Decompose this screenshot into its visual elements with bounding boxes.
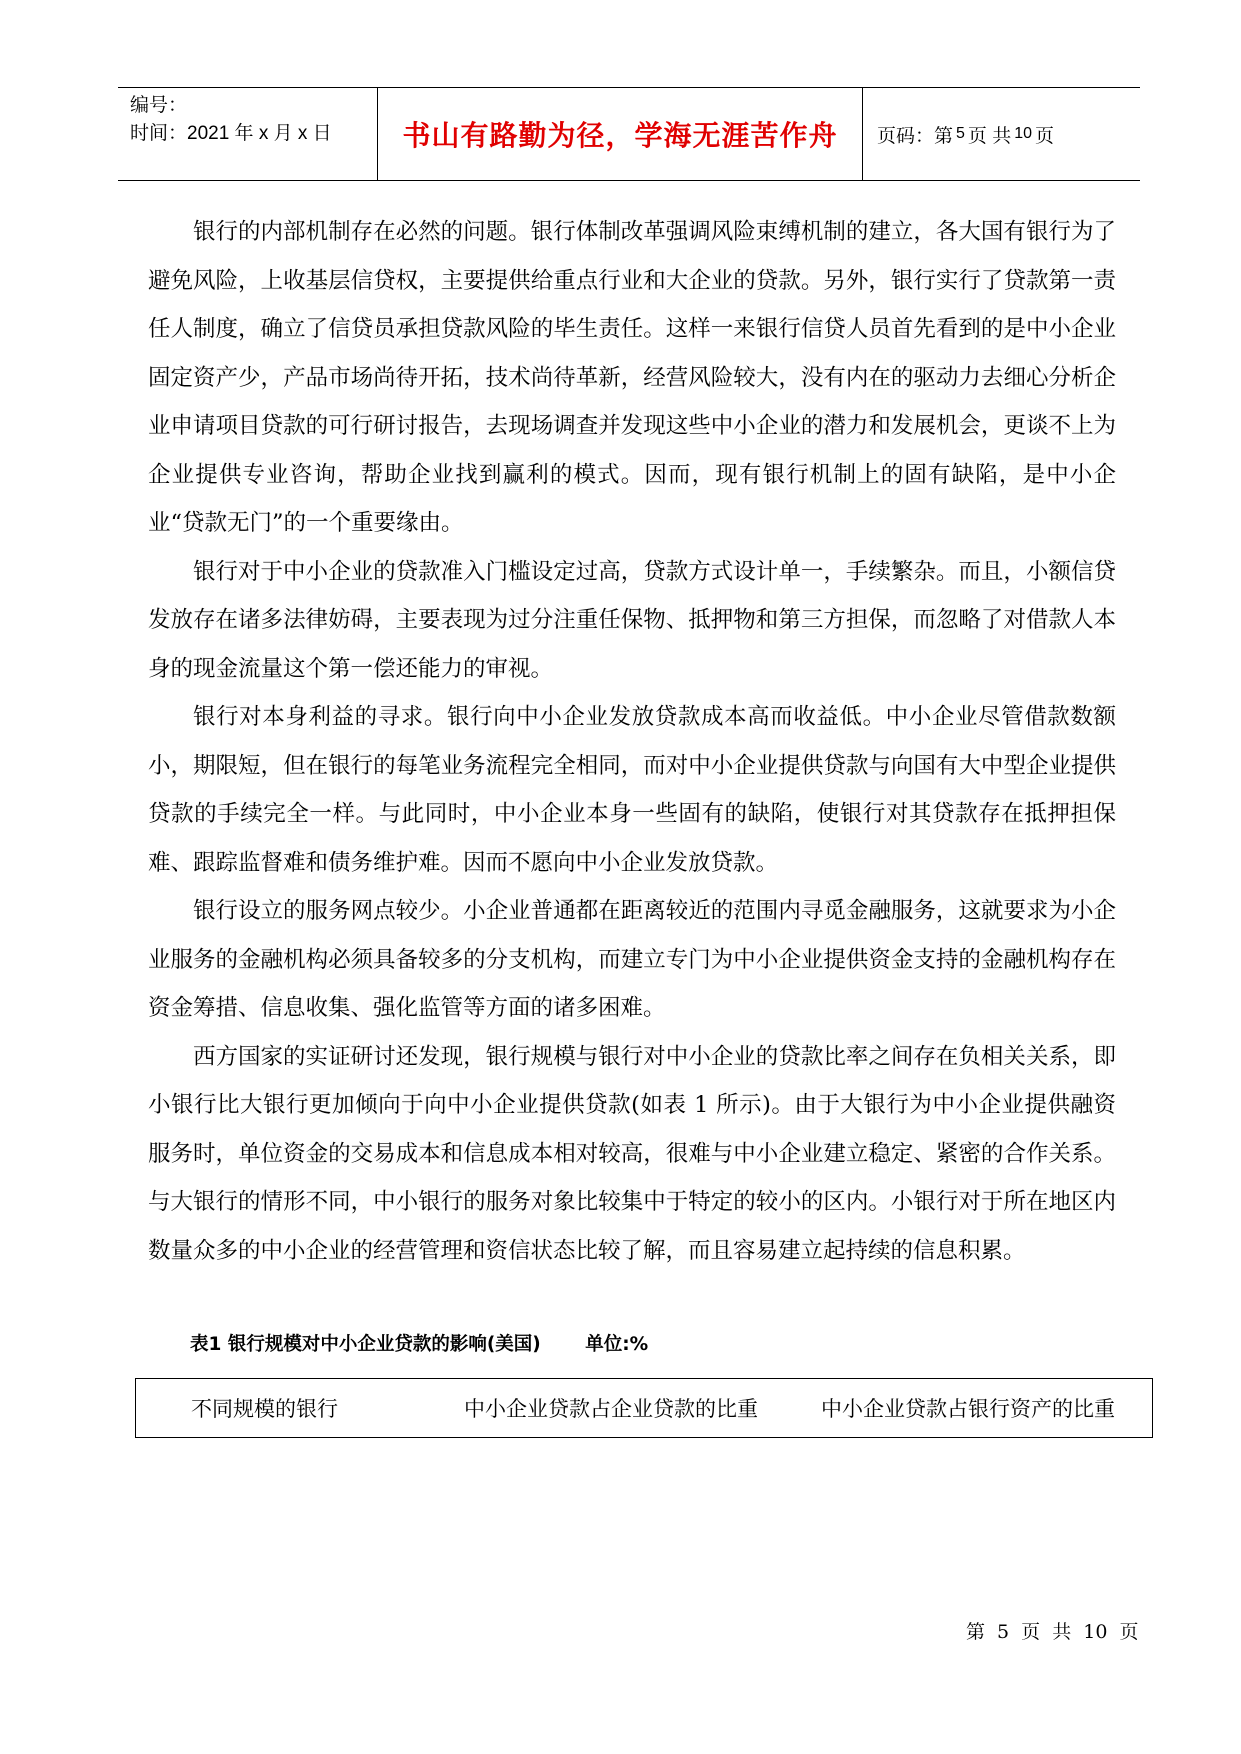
data-table xyxy=(135,1378,1153,1438)
paragraph: 银行对于中小企业的贷款准入门槛设定过高，贷款方式设计单一，手续繁杂。而且，小额信贷发放存在诸多法律妨碍，主要表现为过分注重任保物、抵押物和第三方担保，而忽略了对借款人本身的现金流量这个第一偿还能力的审视。 xyxy=(148,558,1116,682)
page-mid: 页 共 xyxy=(967,125,1012,147)
table-header-cell: 不同规模的银行 xyxy=(191,1397,338,1421)
table-header-cell: 中小企业贷款占企业贷款的比重 xyxy=(464,1397,758,1421)
paragraph: 银行的内部机制存在必然的问题。银行体制改革强调风险束缚机制的建立，各大国有银行为了避免风险，上收基层信贷权，主要提供给重点行业和大企业的贷款。另外，银行实行了贷款第一责任人制度，确立了信贷员承担贷款风险的毕生责任。这样一来银行信贷人员首先看到的是中小企业固定资产少，产品市场尚待开拓，技术尚待革新，经营风险较大，没有内在的驱动力去细心分析企业申请项目贷款的可行研讨报告，去现场调查并发现这些中小企业的潜力和发展机会，更谈不上为企业提供专业咨询，帮助企业找到赢利的模式。因而，现有银行机制上的固有缺陷，是中小企业“贷款无门”的一个重要缘由。 xyxy=(148,219,1116,536)
table-unit: 单位:% xyxy=(585,1334,649,1355)
table-caption xyxy=(190,1330,648,1356)
header-page-number xyxy=(863,88,1140,180)
header-meta xyxy=(118,88,378,180)
table-title: 表1 银行规模对中小企业贷款的影响(美国) xyxy=(190,1334,541,1355)
header-motto: 书山有路勤为径，学海无涯苦作舟 xyxy=(378,88,863,180)
paragraph: 银行设立的服务网点较少。小企业普通都在距离较近的范围内寻觅金融服务，这就要求为小企业服务的金融机构必须具备较多的分支机构，而建立专门为中小企业提供资金支持的金融机构存在资金筹措、信息收集、强化监管等方面的诸多困难。 xyxy=(148,898,1116,1021)
page-suffix: 页 xyxy=(1035,125,1055,147)
paragraph: 西方国家的实证研讨还发现，银行规模与银行对中小企业的贷款比率之间存在负相关关系，即小银行比大银行更加倾向于向中小企业提供贷款(如表 1 所示)。由于大银行为中小企业提供融资服务时，单位资金的交易成本和信息成本相对较高，很难与中小企业建立稳定、紧密的合作关系。与大银行的情形不同，中小银行的服务对象比较集中于特定的较小的区内。小银行对于所在地区内数量众多的中小企业的经营管理和资信状态比较了解，而且容易建立起持续的信息积累。 xyxy=(148,1043,1116,1264)
page-total: 10 xyxy=(1014,125,1032,142)
page-header xyxy=(118,87,1140,181)
page-current: 5 xyxy=(956,125,965,142)
document-date: 时间：2021 年 x 月 x 日 xyxy=(130,123,332,144)
page-footer: 第 5 页 共 10 页 xyxy=(966,1621,1139,1643)
paragraph: 银行对本身利益的寻求。银行向中小企业发放贷款成本高而收益低。中小企业尽管借款数额小，期限短，但在银行的每笔业务流程完全相同，而对中小企业提供贷款与向国有大中型企业提供贷款的手续完全一样。与此同时，中小企业本身一些固有的缺陷，使银行对其贷款存在抵押担保难、跟踪监督难和债务维护难。因而不愿向中小企业发放贷款。 xyxy=(148,704,1116,876)
document-body xyxy=(148,208,1116,1275)
document-number-label: 编号： xyxy=(130,95,188,116)
page-prefix: 页码：第 xyxy=(877,125,954,147)
table-header-cell: 中小企业贷款占银行资产的比重 xyxy=(821,1397,1115,1421)
